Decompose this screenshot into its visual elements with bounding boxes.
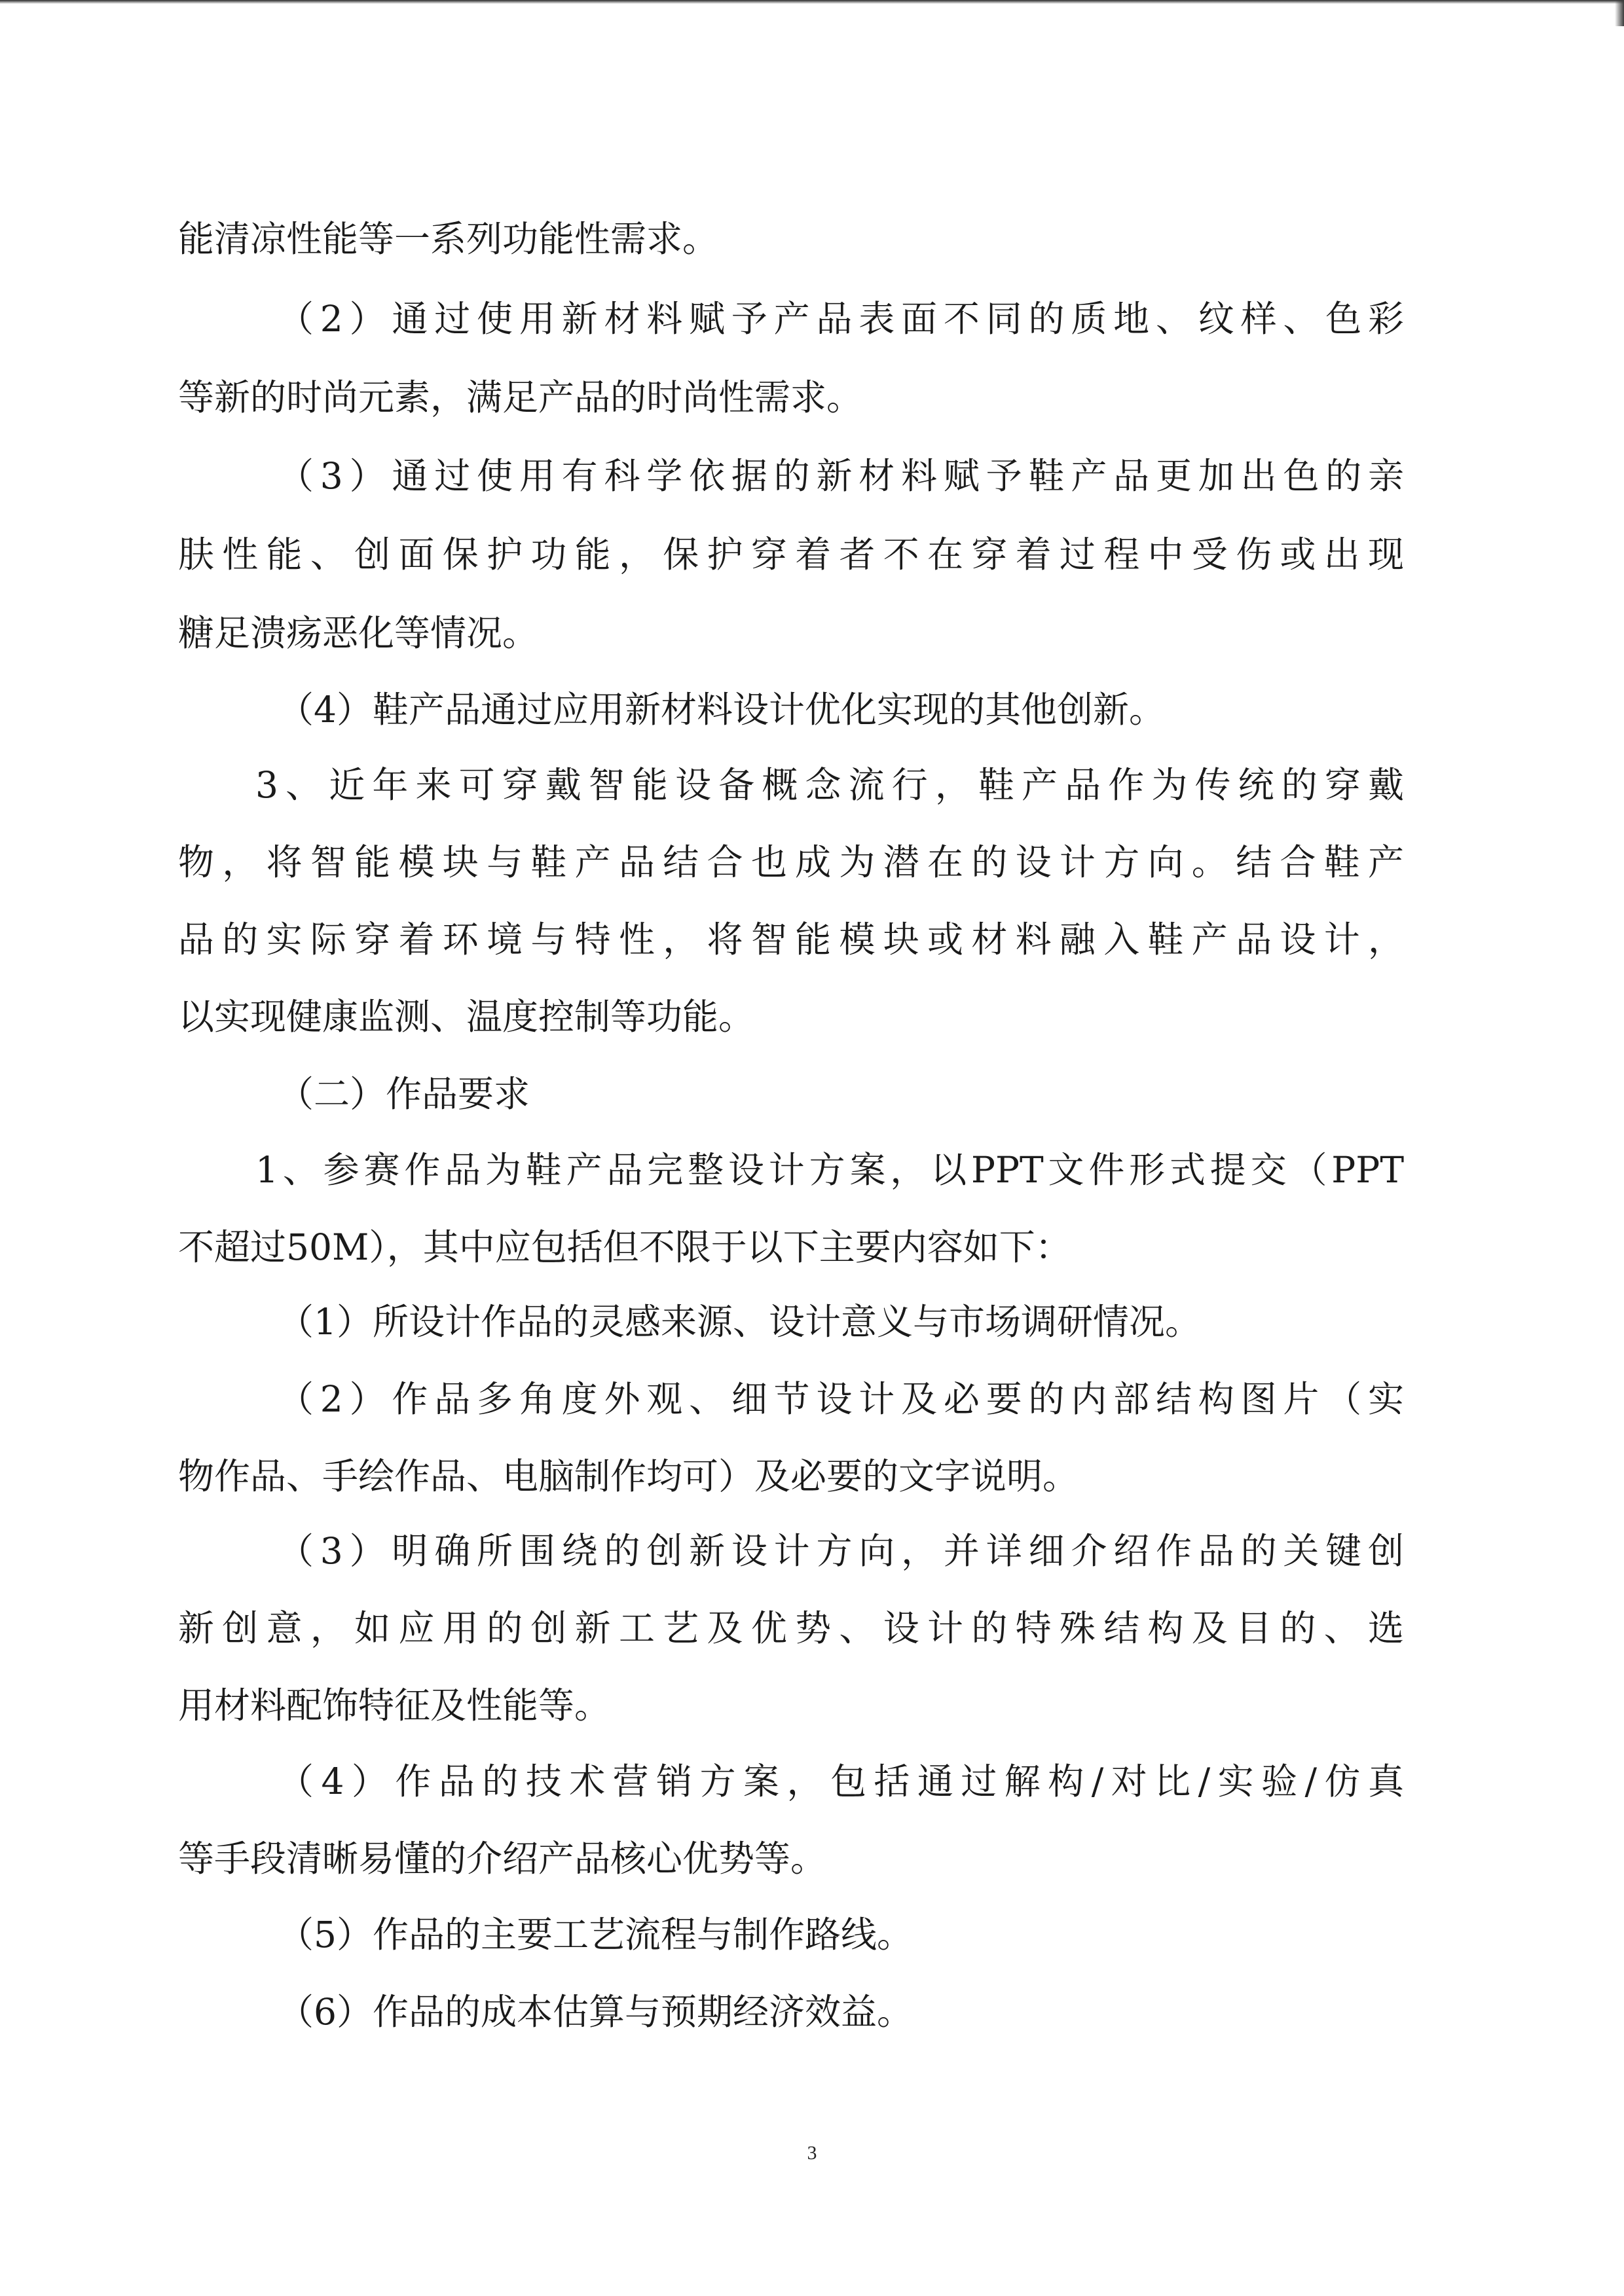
paragraph-line: 品的实际穿着环境与特性，将智能模块或材料融入鞋产品设计， bbox=[178, 919, 1404, 960]
paragraph-line: 等手段清晰易懂的介绍产品核心优势等。 bbox=[178, 1838, 827, 1880]
paragraph-line: （2）作品多角度外观、细节设计及必要的内部结构图片（实 bbox=[278, 1378, 1404, 1420]
paragraph-line: （3）通过使用有科学依据的新材料赋予鞋产品更加出色的亲 bbox=[278, 455, 1404, 497]
section-heading: （二）作品要求 bbox=[278, 1073, 530, 1115]
paragraph-line: 肤性能、创面保护功能，保护穿着者不在穿着过程中受伤或出现 bbox=[178, 534, 1404, 575]
paragraph-line: （3）明确所围绕的创新设计方向，并详细介绍作品的关键创 bbox=[278, 1530, 1404, 1572]
page-number: 3 bbox=[807, 2142, 817, 2164]
paragraph-line: 以实现健康监测、温度控制等功能。 bbox=[178, 996, 755, 1038]
paragraph-line: 物作品、手绘作品、电脑制作均可）及必要的文字说明。 bbox=[178, 1455, 1079, 1497]
paragraph-line: 等新的时尚元素，满足产品的时尚性需求。 bbox=[178, 376, 863, 418]
paragraph-line: （5）作品的主要工艺流程与制作路线。 bbox=[278, 1914, 913, 1956]
paragraph-line: 糖足溃疡恶化等情况。 bbox=[178, 612, 539, 654]
scan-edge-top bbox=[0, 0, 1624, 4]
paragraph-line: 不超过50M），其中应包括但不限于以下主要内容如下： bbox=[178, 1226, 1071, 1268]
paragraph-line: （4）作品的技术营销方案，包括通过解构/对比/实验/仿真 bbox=[278, 1760, 1404, 1802]
paragraph-line: 用材料配饰特征及性能等。 bbox=[178, 1685, 611, 1726]
paragraph-line: （6）作品的成本估算与预期经济效益。 bbox=[278, 1991, 913, 2033]
paragraph-line: 能清凉性能等一系列功能性需求。 bbox=[178, 218, 719, 260]
paragraph-line: 1、参赛作品为鞋产品完整设计方案，以PPT文件形式提交（PPT bbox=[255, 1149, 1404, 1191]
paragraph-line: 新创意，如应用的创新工艺及优势、设计的特殊结构及目的、选 bbox=[178, 1607, 1404, 1649]
paragraph-line: （2）通过使用新材料赋予产品表面不同的质地、纹样、色彩 bbox=[278, 298, 1404, 340]
scan-edge-right bbox=[1615, 0, 1624, 26]
paragraph-line: （1）所设计作品的灵感来源、设计意义与市场调研情况。 bbox=[278, 1301, 1201, 1343]
paragraph-line: （4）鞋产品通过应用新材料设计优化实现的其他创新。 bbox=[278, 689, 1165, 731]
paragraph-line: 物，将智能模块与鞋产品结合也成为潜在的设计方向。结合鞋产 bbox=[178, 841, 1404, 883]
paragraph-line: 3、近年来可穿戴智能设备概念流行，鞋产品作为传统的穿戴 bbox=[255, 764, 1404, 806]
